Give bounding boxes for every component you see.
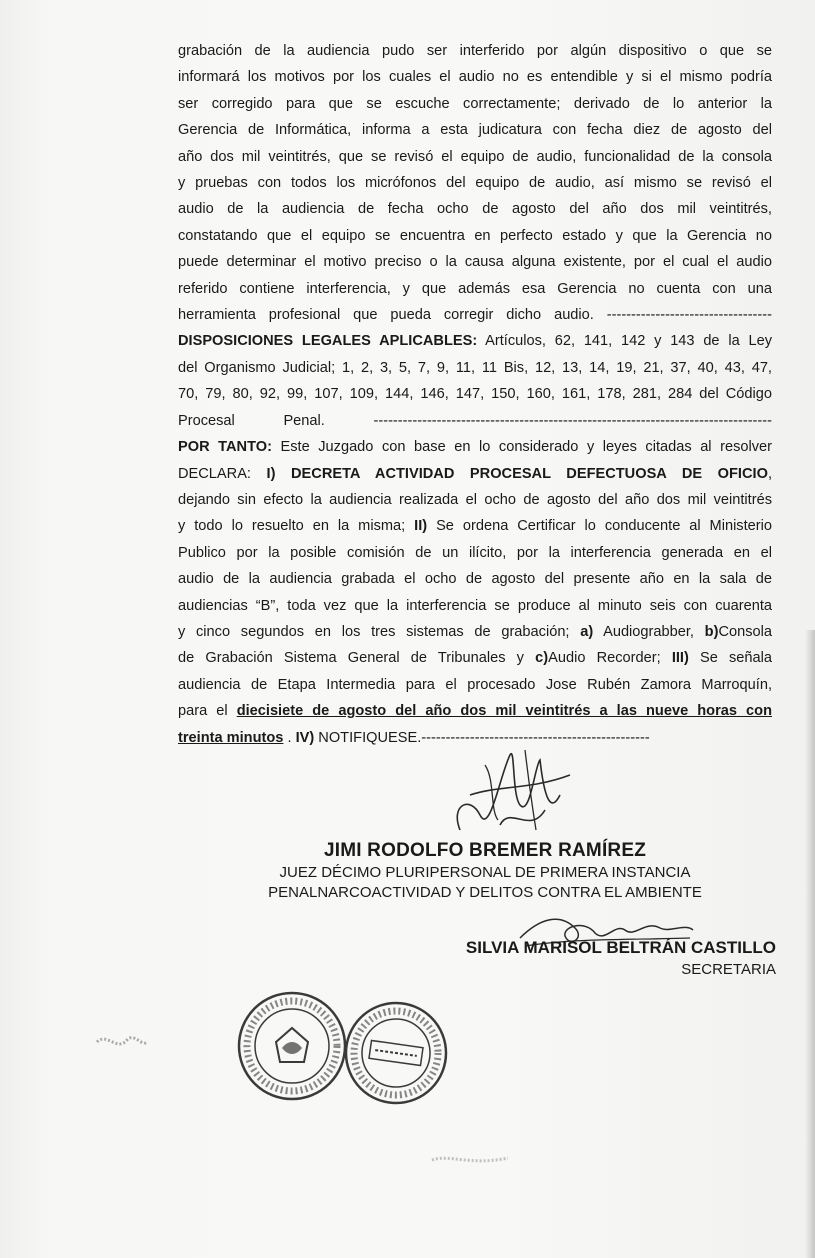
judge-signature (440, 735, 580, 845)
text-run: DECLARA: (178, 465, 267, 482)
body-line (178, 461, 772, 487)
text-run: del Organismo Judicial; 1, 2, 3, 5, 7, 9, 11, 11 Bis, 12, 13, 14, 19, 21, 37, 40, 43, 47, (178, 359, 772, 376)
text-run: audiencias “B”, toda vez que la interferencia se produce al minuto seis con cuarenta (178, 597, 772, 614)
text-run: y pruebas con todos los micrófonos del equipo de audio, así mismo se revisó el (178, 175, 772, 192)
text-run: y todo lo resuelto en la misma; (178, 518, 415, 535)
text-run: DISPOSICIONES LEGALES APLICABLES: (178, 333, 478, 350)
body-line (178, 64, 772, 90)
body-line (178, 328, 772, 354)
body-line (178, 513, 772, 539)
body-line (178, 619, 772, 645)
text-run: Consola (718, 623, 772, 640)
judge-title-line2: PENALNARCOACTIVIDAD Y DELITOS CONTRA EL AMBIENTE (268, 884, 702, 901)
text-run: referido contiene interferencia, y que además esa Gerencia no cuenta con una (178, 280, 772, 297)
text-run: Se ordena Certificar lo conducente al Ministerio (427, 518, 772, 535)
secretary-seal-right (343, 1000, 449, 1106)
text-run: grabación de la audiencia pudo ser interferido por algún dispositivo o que se (178, 43, 772, 59)
text-run: y cinco segundos en los tres sistemas de grabación; (178, 623, 581, 640)
judge-name: JIMI RODOLFO BREMER RAMÍREZ (323, 840, 647, 861)
judge-title-line1: JUEZ DÉCIMO PLURIPERSONAL DE PRIMERA INSTANCIA (279, 864, 691, 881)
body-line (178, 540, 772, 566)
secretary-title: SECRETARIA (681, 961, 776, 978)
body-line (178, 38, 772, 64)
body-line (178, 91, 772, 117)
text-run: POR TANTO: (178, 439, 272, 456)
text-run: de Grabación Sistema General de Tribunales y (178, 650, 536, 667)
body-line (178, 144, 772, 170)
page-edge-shadow (805, 630, 815, 1258)
text-run: treinta minutos (178, 729, 284, 746)
court-seal-left (236, 990, 348, 1102)
text-run: audio de la audiencia grabada el ocho de agosto del presente año en la sala de (178, 571, 772, 588)
text-run: , (767, 465, 772, 482)
resolution-body-text (178, 38, 772, 751)
body-line (178, 408, 772, 434)
text-run: 70, 79, 80, 92, 99, 107, 109, 144, 146, 147, 150, 160, 161, 178, 281, 284 del Código (178, 386, 772, 403)
body-line (178, 355, 772, 381)
text-run: II) (414, 518, 428, 535)
text-run: NOTIFIQUESE.----------------------------------------------- (314, 729, 650, 746)
text-run: IV) (295, 729, 315, 746)
text-run: III) (671, 650, 689, 667)
text-run: informará los motivos por los cuales el audio no es entendible y si el mismo podría (178, 69, 772, 86)
text-run: ser corregido para que se escuche correctamente; derivado de lo anterior la (178, 95, 772, 112)
text-run: herramienta profesional que pueda corregir dicho audio. ---------------------------------- (178, 307, 772, 324)
body-line (178, 434, 772, 460)
text-run: Se señala (688, 650, 772, 667)
text-run: I) DECRETA ACTIVIDAD PROCESAL DEFECTUOSA DE OFICIO (266, 465, 768, 482)
text-run: Publico por la posible comisión de un ilícito, por la interferencia generada en el (178, 544, 772, 561)
body-line (178, 223, 772, 249)
text-run: dejando sin efecto la audiencia realizada el ocho de agosto del año dos mil veintitrés (178, 491, 772, 508)
judge-signature-block (240, 840, 730, 902)
body-line (178, 487, 772, 513)
text-run: c) (535, 650, 549, 667)
text-run: Procesal Penal. ---------------------------------------------------------------------------------- (178, 412, 772, 429)
text-run: . (283, 729, 296, 746)
body-line (178, 593, 772, 619)
text-run: año dos mil veintitrés, que se revisó el equipo de audio, funcionalidad de la consola (178, 148, 772, 165)
text-run: b) (704, 623, 719, 640)
body-line (178, 117, 772, 143)
body-line (178, 302, 772, 328)
body-line (178, 170, 772, 196)
body-line (178, 276, 772, 302)
text-run: Audiograbber, (593, 623, 705, 640)
text-run: audiencia de Etapa Intermedia para el procesado Jose Rubén Zamora Marroquín, (178, 676, 772, 693)
secretary-name: SILVIA MARISOL BELTRÁN CASTILLO (465, 938, 776, 957)
body-line (178, 698, 772, 724)
body-line (178, 672, 772, 698)
secretary-signature-block (420, 938, 776, 978)
text-run: diecisiete de agosto del año dos mil veintitrés a las nueve horas con (236, 703, 772, 720)
text-run: Gerencia de Informática, informa a esta judicatura con fecha diez de agosto del (178, 122, 772, 139)
body-line (178, 566, 772, 592)
text-run: constatando que el equipo se encuentra en perfecto estado y que la Gerencia no (178, 227, 772, 244)
text-run: a) (580, 623, 594, 640)
body-line (178, 645, 772, 671)
text-run: Este Juzgado con base en lo considerado y leyes citadas al resolver (271, 439, 773, 456)
scan-smudge (92, 1022, 152, 1062)
text-run: Audio Recorder; (548, 650, 672, 667)
body-line (178, 196, 772, 222)
text-run: Artículos, 62, 141, 142 y 143 de la Ley (477, 333, 772, 350)
body-line (178, 381, 772, 407)
text-run: para el (178, 703, 237, 720)
body-line (178, 249, 772, 275)
text-run: puede determinar el motivo preciso o la causa alguna existente, por el cual el audio (178, 254, 772, 271)
text-run: audio de la audiencia de fecha ocho de agosto del año dos mil veintitrés, (178, 201, 772, 218)
scan-smudge-bottom (430, 1150, 510, 1170)
